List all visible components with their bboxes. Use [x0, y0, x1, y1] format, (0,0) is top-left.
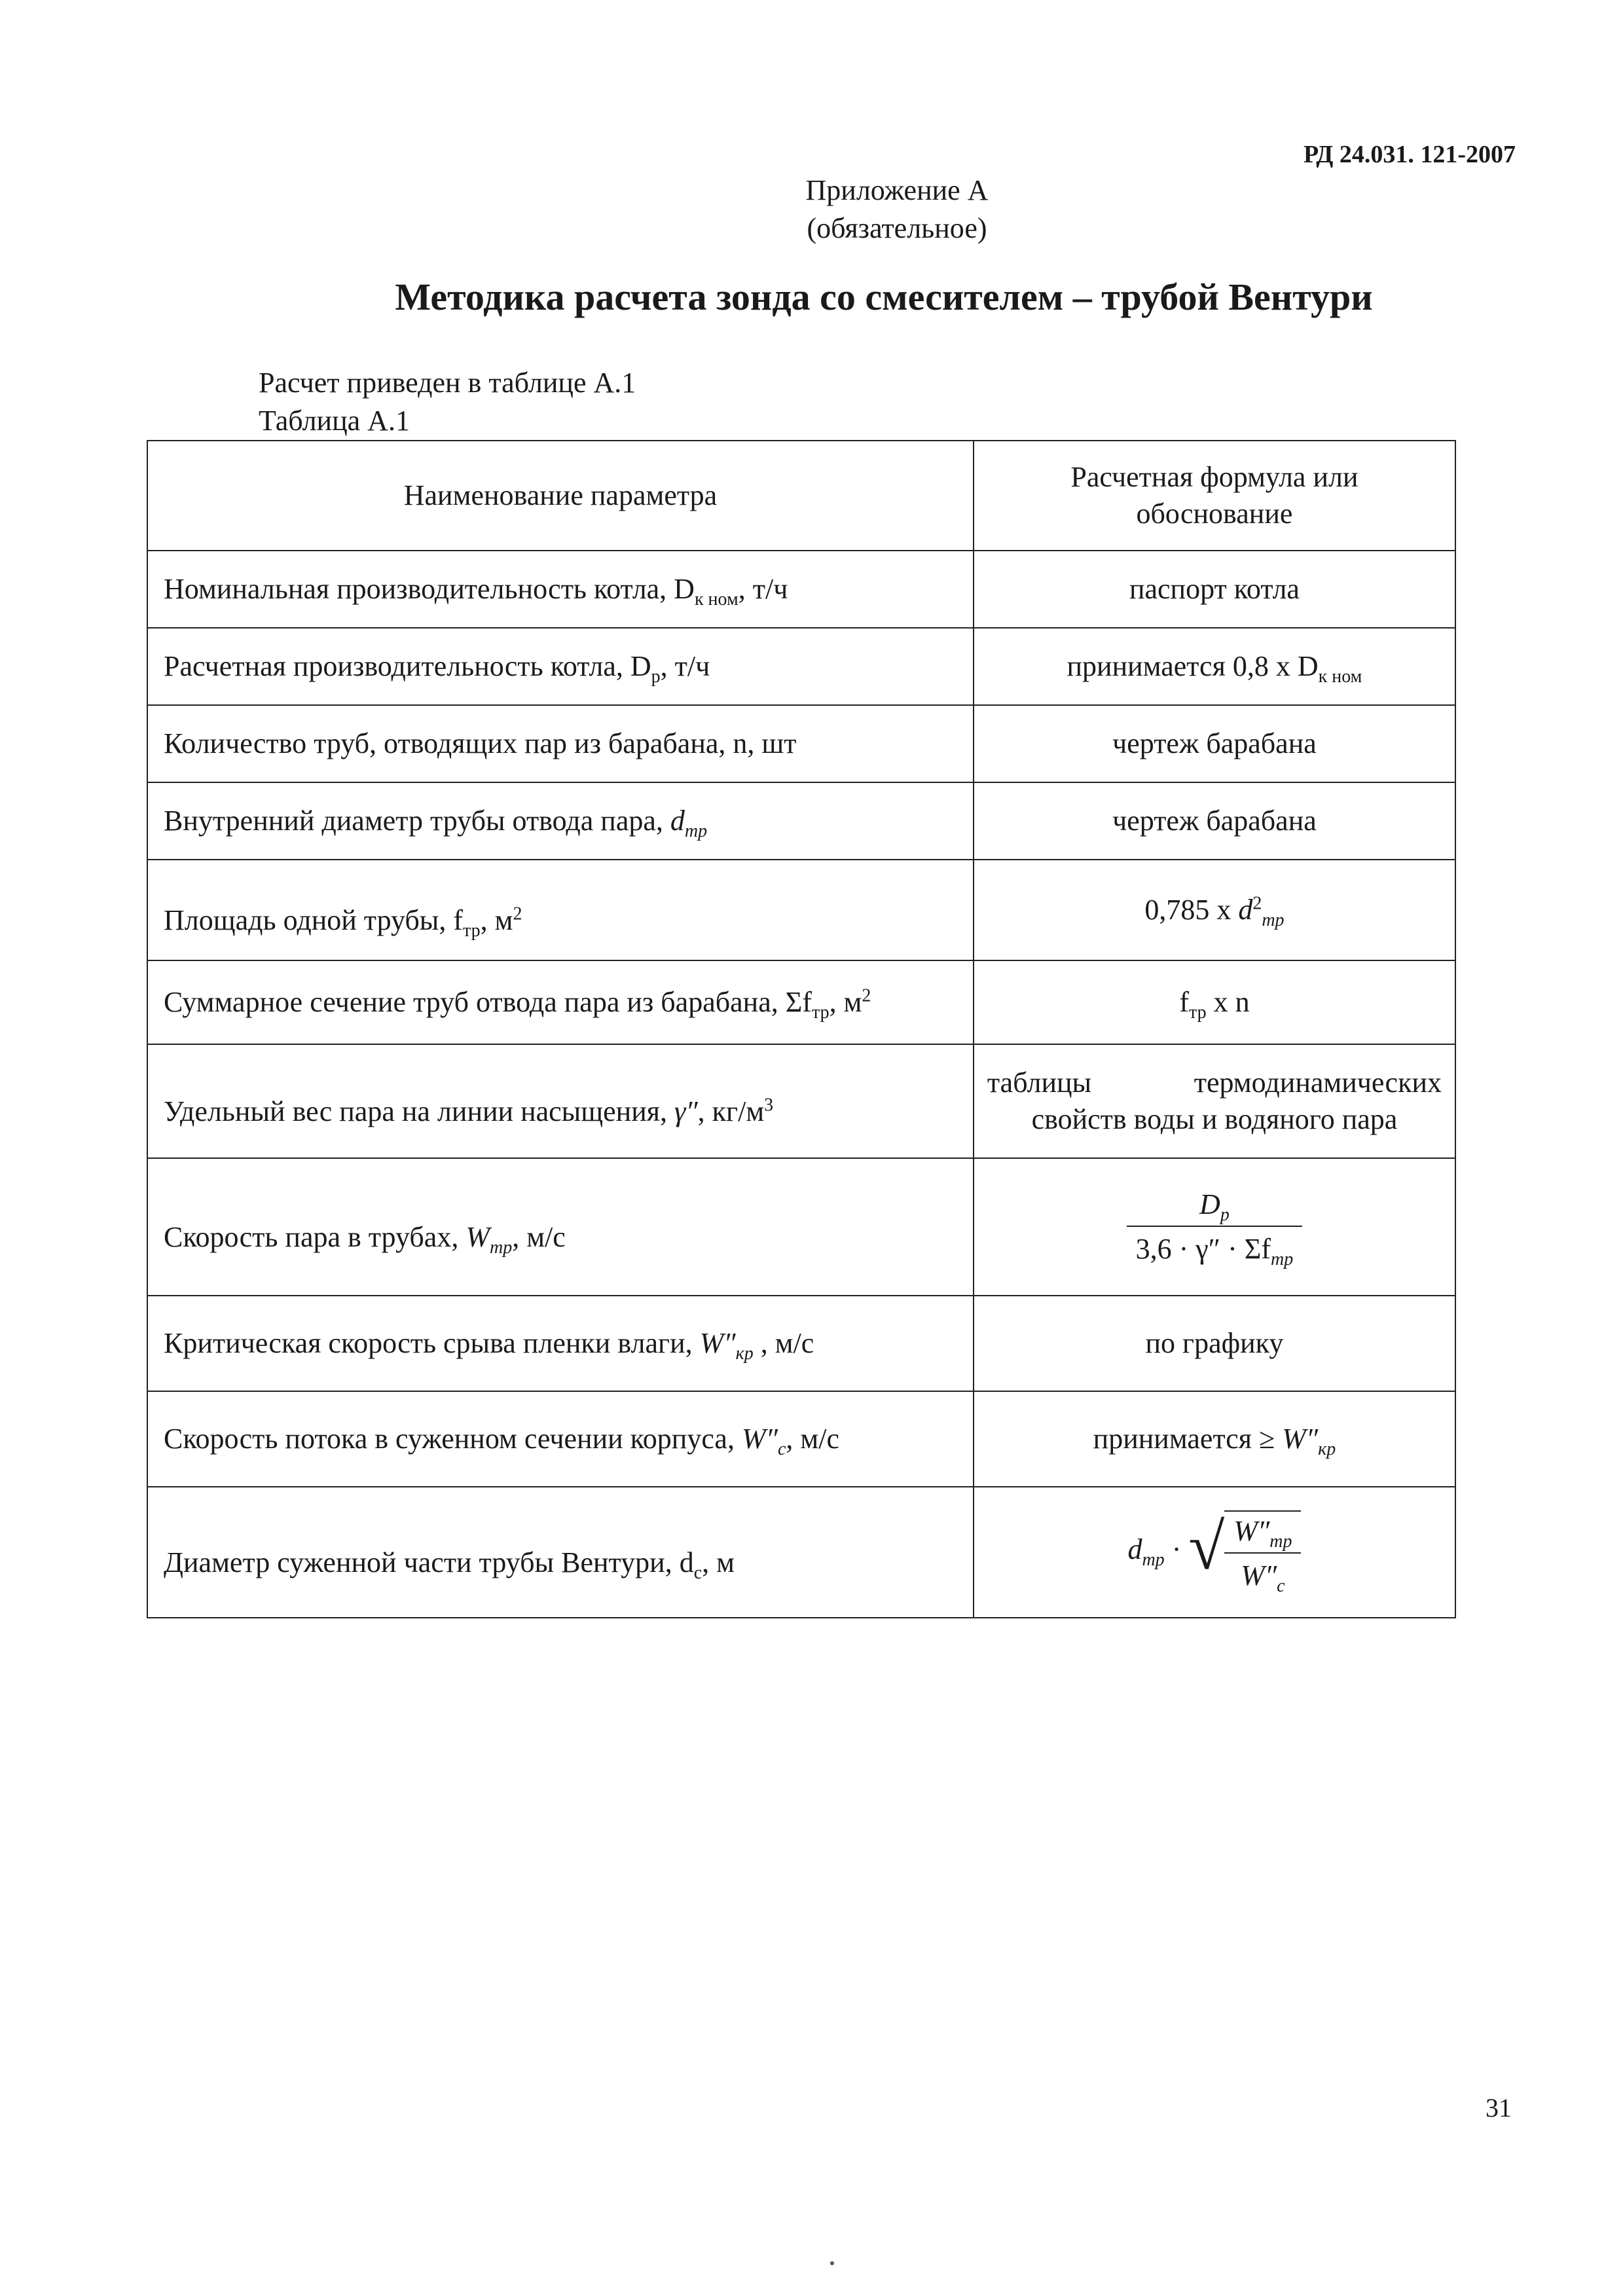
table-row [147, 960, 1455, 1044]
parameter-name: Критическая скорость срыва пленки влаги, $W''_{кр}$ , м/с [147, 1296, 974, 1391]
parameter-name: Скорость пара в трубах, $W_{тр}$, м/с [147, 1158, 974, 1296]
table-caption: Таблица А.1 [259, 405, 410, 437]
table-row [147, 1044, 1455, 1158]
parameter-formula: $f_{тр}$ х n [974, 960, 1455, 1044]
table-row [147, 1296, 1455, 1391]
document-code: РД 24.031. 121-2007 [1304, 141, 1516, 168]
parameter-formula: паспорт котла [974, 551, 1455, 628]
appendix-note: (обязательное) [807, 212, 987, 244]
parameter-name: Внутренний диаметр трубы отвода пара, $d_{тр}$ [147, 782, 974, 860]
fraction-denominator: $W''_c$ [1241, 1559, 1285, 1596]
table-row [147, 551, 1455, 628]
parameter-formula [974, 1158, 1455, 1296]
parameter-name: Количество труб, отводящих пар из барабана, n, шт [147, 705, 974, 782]
parameter-name: Скорость потока в суженном сечении корпуса, $W''_c$, м/с [147, 1391, 974, 1487]
radicand [1224, 1510, 1301, 1594]
fraction-denominator: $3,6 \cdot \gamma'' \cdot \Sigma f_{тр}$ [1135, 1233, 1294, 1269]
formula-line-1: таблицы термодинамических [987, 1066, 1442, 1099]
table-row [147, 1487, 1455, 1618]
parameter-formula [974, 1044, 1455, 1158]
fraction-numerator: $W''_{тр}$ [1224, 1513, 1301, 1554]
fraction [1224, 1513, 1301, 1594]
header-parameter-name: Наименование параметра [147, 441, 974, 551]
parameter-name: Площадь одной трубы, $f_{тр}$, $м^2$ [147, 860, 974, 960]
calculation-table [147, 440, 1456, 1618]
square-root [1188, 1510, 1301, 1594]
parameter-name: Номинальная производительность котла, $D_{к ном}$, т/ч [147, 551, 974, 628]
parameter-formula: $d_{тр}$ · √ $\frac{W''_{тр}}{W''_c}$ [974, 1487, 1455, 1618]
parameter-formula: принимается ≥ $W''_{кр}$ [974, 1391, 1455, 1487]
intro-line: Расчет приведен в таблице А.1 [259, 367, 636, 399]
table-row [147, 1391, 1455, 1487]
table-row [147, 1158, 1455, 1296]
formula-line-2: свойств воды и водяного пара [1031, 1103, 1398, 1135]
parameter-name: Диаметр суженной части трубы Вентури, $d_c$, м [147, 1487, 974, 1618]
radical-sign: √ [1188, 1510, 1225, 1583]
table-row [147, 782, 1455, 860]
appendix-title: Приложение А [805, 174, 989, 206]
page-number: 31 [1486, 2093, 1512, 2123]
page-title: Методика расчета зонда со смесителем – трубой Вентури [395, 276, 1373, 318]
table-row [147, 705, 1455, 782]
header-formula [974, 441, 1455, 551]
intro-text [259, 364, 636, 440]
parameter-name: Удельный вес пара на линии насыщения, γ″, $кг/м^3$ [147, 1044, 974, 1158]
parameter-name: Расчетная производительность котла, $D_р$, т/ч [147, 628, 974, 705]
parameter-formula: чертеж барабана [974, 705, 1455, 782]
fraction-numerator: $D_р$ [1127, 1186, 1303, 1227]
fraction [1127, 1186, 1303, 1267]
parameter-name: Суммарное сечение труб отвода пара из барабана, $\Sigma f_{тр}$, $м^2$ [147, 960, 974, 1044]
parameter-formula: чертеж барабана [974, 782, 1455, 860]
scan-artifact-dot [830, 2261, 834, 2265]
parameter-formula: принимается 0,8 х $D_{к ном}$ [974, 628, 1455, 705]
header-formula-line-1: Расчетная формула или [1070, 461, 1359, 493]
header-formula-line-2: обоснование [1136, 498, 1293, 530]
appendix-heading [0, 172, 1623, 247]
parameter-formula: 0,785 х $d^2_{тр}$ [974, 860, 1455, 960]
table-header-row [147, 441, 1455, 551]
parameter-formula: по графику [974, 1296, 1455, 1391]
table-row [147, 860, 1455, 960]
table-row [147, 628, 1455, 705]
